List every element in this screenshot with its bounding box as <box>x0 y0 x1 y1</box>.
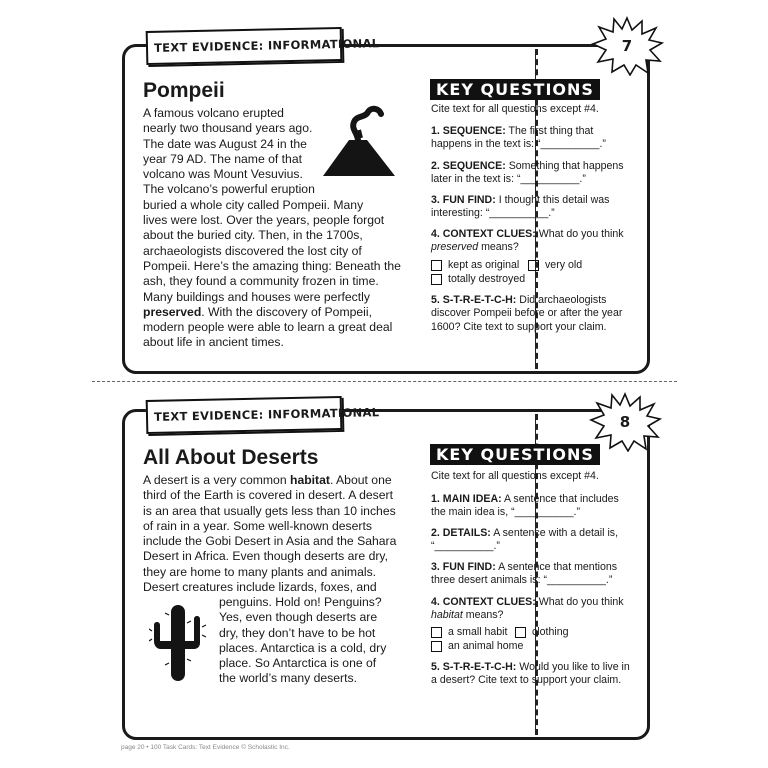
card-category-label: TEXT EVIDENCE: INFORMATIONAL <box>146 27 343 65</box>
page-footer: page 20 • 100 Task Cards: Text Evidence © Scholastic Inc. <box>121 744 290 751</box>
checkbox-icon[interactable] <box>431 274 442 285</box>
question-2: 2. SEQUENCE: Something that happens later in the text is: “__________.” <box>431 160 624 186</box>
passage-text: A desert is a very common habitat. About one third of the Earth is covered in desert. A desert is an area that usually gets less than 10 inches of rain in a year. Some well-known deserts include the Gobi Desert in Asia and the Sahara Desert in Africa. Even though deserts are dry, they are home to many plants and animals. Desert creatures include lizards, foxes, and <box>143 473 397 595</box>
checkbox-icon[interactable] <box>528 260 539 271</box>
option-clothing[interactable]: clothing <box>515 626 569 638</box>
checkbox-icon[interactable] <box>431 641 442 652</box>
option-very-old[interactable]: very old <box>528 259 582 271</box>
question-5: 5. S-T-R-E-T-C-H: Would you like to live in a desert? Cite text to support your claim. <box>431 661 630 687</box>
option-animal-home[interactable]: an animal home <box>431 640 523 652</box>
passage-text-wrap: penguins. Hold on! Penguins? Yes, even though deserts are dry, they don’t have to be hot places. Antarctica is a cold, dry place. So Antarctica is one of the world’s many deserts. <box>219 595 387 686</box>
instructions: Cite text for all questions except #4. <box>431 470 599 482</box>
vocab-word: habitat <box>290 473 330 487</box>
passage-title: All About Deserts <box>143 446 319 469</box>
question-4: 4. CONTEXT CLUES: What do you think habitat means? <box>431 596 624 622</box>
instructions: Cite text for all questions except #4. <box>431 103 599 115</box>
card-number: 7 <box>621 37 633 55</box>
card-number-badge <box>588 392 662 452</box>
card-number-badge <box>590 16 664 76</box>
option-kept-as-original[interactable]: kept as original <box>431 259 519 271</box>
question-1: 1. SEQUENCE: The first thing that happens in the text is: “__________.” <box>431 125 606 151</box>
question-5: 5. S-T-R-E-T-C-H: Did archaeologists discover Pompeii before or after the year 1600? Cite text to support your claim. <box>431 294 623 333</box>
checkbox-icon[interactable] <box>431 260 442 271</box>
question-3: 3. FUN FIND: I thought this detail was interesting: “__________.” <box>431 194 610 220</box>
question-2: 2. DETAILS: A sentence with a detail is, “__________.” <box>431 527 619 553</box>
question-3: 3. FUN FIND: A sentence that mentions three desert animals is: “__________.” <box>431 561 618 587</box>
option-totally-destroyed[interactable]: totally destroyed <box>431 273 525 285</box>
key-questions-heading: KEY QUESTIONS <box>430 79 600 100</box>
cut-line <box>92 381 677 382</box>
checkbox-icon[interactable] <box>515 627 526 638</box>
option-small-habit[interactable]: a small habit <box>431 626 507 638</box>
checkbox-icon[interactable] <box>431 627 442 638</box>
card-category-label: TEXT EVIDENCE: INFORMATIONAL <box>146 396 343 434</box>
vocab-word: preserved <box>143 304 202 319</box>
passage-title: Pompeii <box>143 79 225 102</box>
key-questions-heading: KEY QUESTIONS <box>430 444 600 465</box>
question-4: 4. CONTEXT CLUES: What do you think preserved means? <box>431 228 624 254</box>
card-number: 8 <box>619 413 631 431</box>
cactus-icon <box>149 603 207 683</box>
question-1: 1. MAIN IDEA: A sentence that includes the main idea is, “__________.” <box>431 493 619 519</box>
passage-text: A famous volcano erupted nearly two thousand years ago. The date was August 24 in the year 79 AD. The name of that volcano was Mount Vesuvius. The volcano’s powerful eruption buried a whole city called Pompeii. Many lives were lost. Over the years, people forgot about the buried city. Then, in the 1700s, archaeologists discovered the lost city of Pompeii. Here’s the amazing thing: Beneath the ash, they found a community frozen in time. Many buildings and houses were perfectly preserved. With the discovery of Pompeii, modern people were able to learn a great deal about life in ancient times. <box>143 106 401 350</box>
